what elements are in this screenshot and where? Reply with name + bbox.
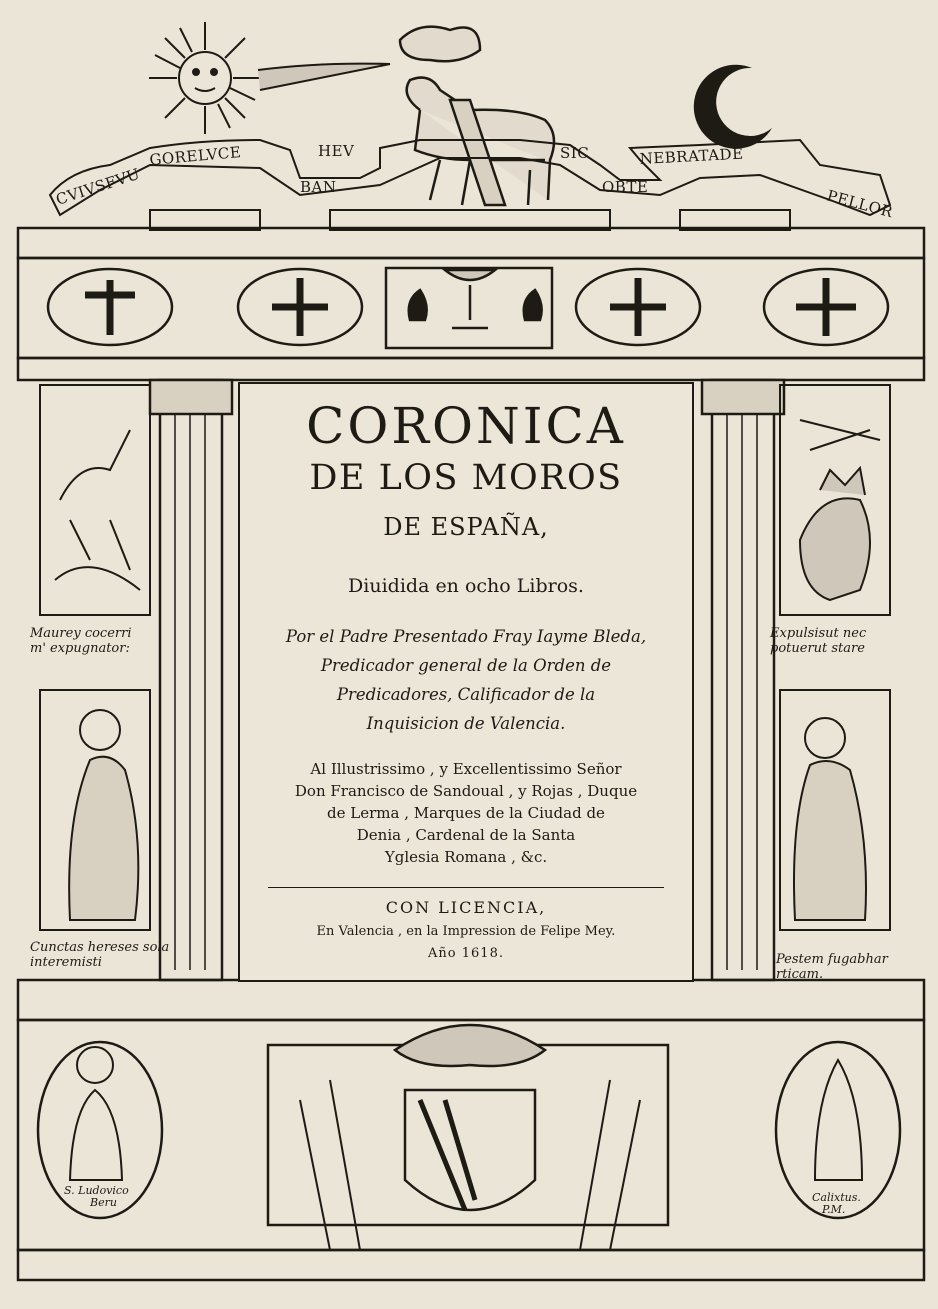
year-line: Año 1618. <box>428 946 504 961</box>
license-line: CON LICENCIA, <box>385 898 547 917</box>
svg-text:CVIVSFVU: CVIVSFVU <box>53 164 143 209</box>
title-line-2: DE LOS MOROS <box>309 458 623 498</box>
author-line-1: Por el Padre Presentado Fray Iayme Bleda, <box>285 627 647 646</box>
dedication-line-1: Al Illustrissimo , y Excellentissimo Señor <box>310 760 622 778</box>
svg-text:SIC: SIC <box>560 144 590 162</box>
caption-saint-left: S. Ludovico Beru <box>64 1184 129 1209</box>
author-line-2: Predicador general de la Orden de <box>320 656 612 675</box>
chalice-icon <box>409 270 542 328</box>
title-line-1: CORONICA <box>306 397 626 455</box>
caption-left-upper: Maurey cocerri m' expugnator: <box>30 626 132 656</box>
coat-of-arms-icon <box>300 1025 640 1250</box>
title-panel <box>238 382 694 982</box>
dedication-line-5: Yglesia Romana , &c. <box>384 848 548 866</box>
svg-text:PELLOR: PELLOR <box>824 186 895 222</box>
dedication-line-4: Denia , Cardenal de la Santa <box>356 826 576 844</box>
dedication-line-2: Don Francisco de Sandoual , y Rojas , Duque <box>294 782 638 800</box>
moon-icon <box>694 65 772 149</box>
svg-text:OBTE: OBTE <box>602 178 649 196</box>
divider-rule <box>268 887 664 888</box>
lion-icon <box>800 468 870 600</box>
lamb-icon <box>400 27 554 205</box>
author-line-4: Inquisicion de Valencia. <box>366 714 566 733</box>
subtitle: Diuidida en ocho Libros. <box>348 575 584 597</box>
author-line-3: Predicadores, Calificador de la <box>336 685 596 704</box>
caption-right-lower: Pestem fugabhar rticam. <box>776 952 888 982</box>
svg-text:BAN: BAN <box>300 178 337 196</box>
svg-text:HEV: HEV <box>318 142 355 160</box>
caption-left-lower: Cunctas hereses sola interemisti <box>30 940 170 970</box>
imprint-line: En Valencia , en la Impression de Felipe Mey. <box>316 924 616 939</box>
title-line-3: DE ESPAÑA, <box>383 513 549 541</box>
sun-icon <box>149 22 390 134</box>
caption-saint-right: Calixtus. P.M. <box>812 1191 861 1216</box>
caption-right-upper: Expulsisut nec potuerut stare <box>770 626 867 656</box>
dedication-line-3: de Lerma , Marques de la Ciudad de <box>327 804 605 822</box>
svg-text:NEBRATADE: NEBRATADE <box>639 144 744 168</box>
svg-text:GORELVCE: GORELVCE <box>148 143 242 169</box>
